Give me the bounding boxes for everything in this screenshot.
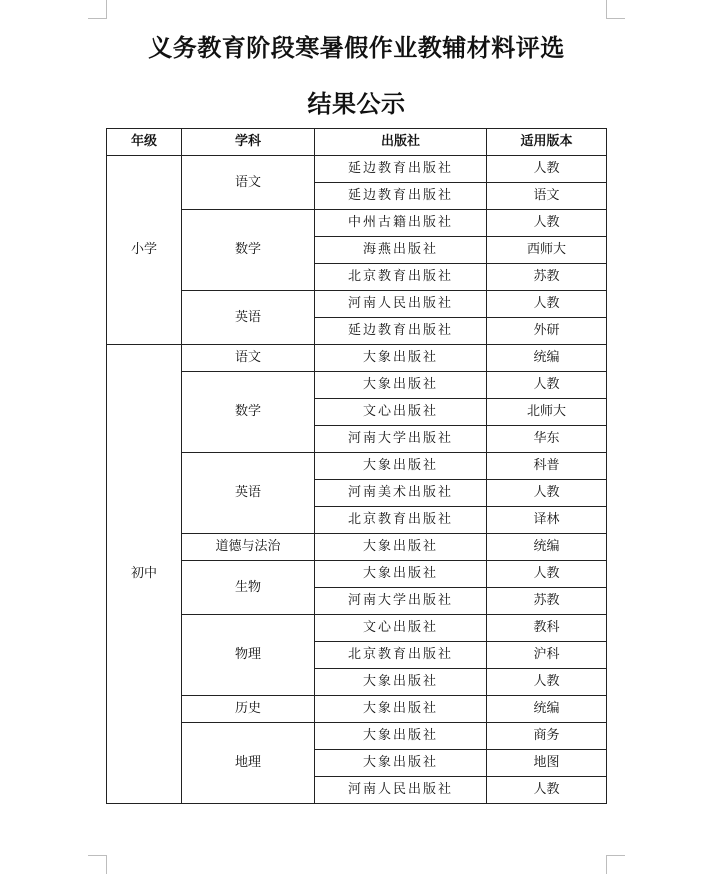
publisher-cell: 大象出版社 [315,534,487,561]
subject-cell: 地理 [182,723,315,804]
publisher-cell: 河南人民出版社 [315,777,487,804]
edition-cell: 人教 [487,561,607,588]
publisher-cell: 延边教育出版社 [315,318,487,345]
edition-cell: 人教 [487,372,607,399]
publisher-cell: 大象出版社 [315,723,487,750]
subject-cell: 物理 [182,615,315,696]
edition-cell: 西师大 [487,237,607,264]
edition-cell: 人教 [487,291,607,318]
table-row [107,291,607,318]
edition-cell: 科普 [487,453,607,480]
edition-cell: 统编 [487,534,607,561]
table-row [107,453,607,480]
edition-cell: 沪科 [487,642,607,669]
edition-cell: 人教 [487,777,607,804]
subject-cell: 生物 [182,561,315,615]
header-grade: 年级 [107,129,182,156]
edition-cell: 华东 [487,426,607,453]
publisher-cell: 河南美术出版社 [315,480,487,507]
publisher-cell: 河南人民出版社 [315,291,487,318]
table-row [107,345,607,372]
publisher-cell: 大象出版社 [315,561,487,588]
publisher-cell: 北京教育出版社 [315,642,487,669]
table-row [107,534,607,561]
publisher-cell: 大象出版社 [315,696,487,723]
table-row [107,372,607,399]
subject-cell: 语文 [182,345,315,372]
publisher-cell: 河南大学出版社 [315,588,487,615]
edition-cell: 苏教 [487,264,607,291]
document-title-line-2: 结果公示 [307,89,406,118]
publisher-cell: 延边教育出版社 [315,156,487,183]
publisher-cell: 文心出版社 [315,399,487,426]
edition-cell: 人教 [487,669,607,696]
page-corner-mark-top-right [606,0,625,19]
edition-cell: 教科 [487,615,607,642]
table-row [107,696,607,723]
publisher-cell: 延边教育出版社 [315,183,487,210]
page-corner-mark-bottom-right [606,855,625,874]
table-row [107,615,607,642]
subject-cell: 道德与法治 [182,534,315,561]
subject-cell: 历史 [182,696,315,723]
publisher-cell: 河南大学出版社 [315,426,487,453]
edition-cell: 统编 [487,345,607,372]
header-edition: 适用版本 [487,129,607,156]
table-header-row [107,129,607,156]
edition-cell: 统编 [487,696,607,723]
subject-cell: 语文 [182,156,315,210]
publisher-cell: 大象出版社 [315,453,487,480]
selection-results-table [106,128,607,804]
edition-cell: 人教 [487,210,607,237]
subject-cell: 数学 [182,372,315,453]
document-title-line-1: 义务教育阶段寒暑假作业教辅材料评选 [148,33,565,62]
table-row [107,723,607,750]
publisher-cell: 大象出版社 [315,372,487,399]
publisher-cell: 海燕出版社 [315,237,487,264]
publisher-cell: 大象出版社 [315,750,487,777]
edition-cell: 地图 [487,750,607,777]
subject-cell: 英语 [182,291,315,345]
publisher-cell: 中州古籍出版社 [315,210,487,237]
subject-cell: 数学 [182,210,315,291]
edition-cell: 北师大 [487,399,607,426]
grade-cell: 初中 [107,345,182,804]
edition-cell: 苏教 [487,588,607,615]
subject-cell: 英语 [182,453,315,534]
header-publisher: 出版社 [315,129,487,156]
edition-cell: 外研 [487,318,607,345]
publisher-cell: 大象出版社 [315,669,487,696]
header-subject: 学科 [182,129,315,156]
page-corner-mark-bottom-left [88,855,107,874]
table-row [107,156,607,183]
edition-cell: 人教 [487,156,607,183]
edition-cell: 译林 [487,507,607,534]
edition-cell: 人教 [487,480,607,507]
publisher-cell: 北京教育出版社 [315,507,487,534]
table-row [107,210,607,237]
edition-cell: 商务 [487,723,607,750]
publisher-cell: 文心出版社 [315,615,487,642]
edition-cell: 语文 [487,183,607,210]
grade-cell: 小学 [107,156,182,345]
publisher-cell: 北京教育出版社 [315,264,487,291]
table-row [107,561,607,588]
page-corner-mark-top-left [88,0,107,19]
publisher-cell: 大象出版社 [315,345,487,372]
